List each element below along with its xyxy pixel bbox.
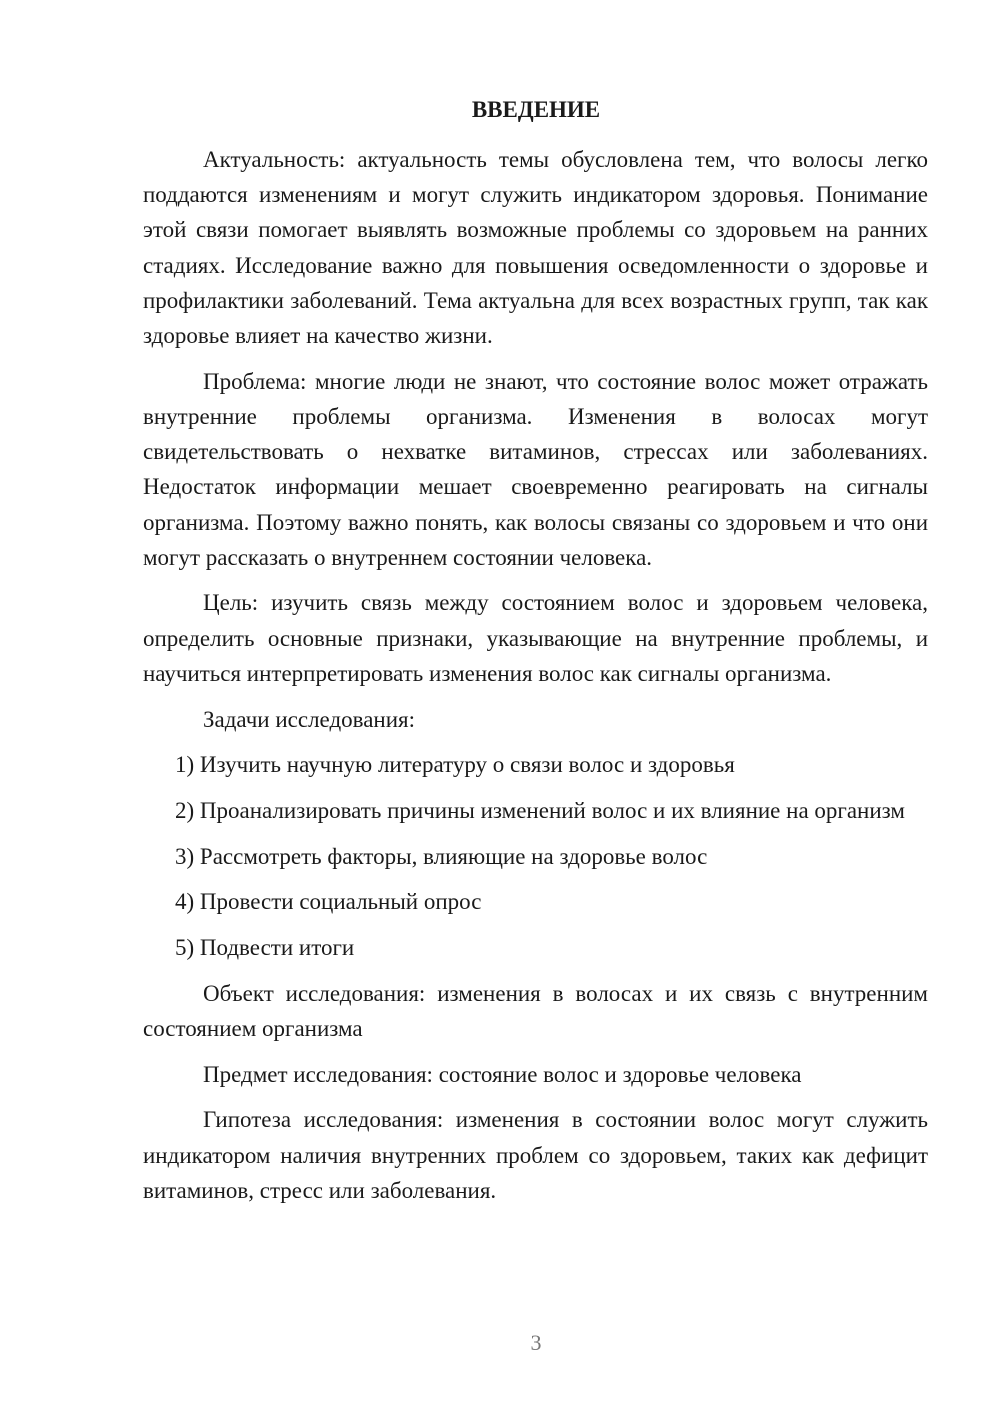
- document-body: [143, 142, 928, 1208]
- task-item: 3) Рассмотреть факторы, влияющие на здоровье волос: [175, 843, 708, 869]
- hypothesis-paragraph: Гипотеза исследования: изменения в состоянии волос могут служить индикатором наличия внутренних проблем со здоровьем, таких как дефицит витаминов, стресс или заболевания.: [143, 1107, 928, 1203]
- goal-paragraph: Цель: изучить связь между состоянием волос и здоровьем человека, определить основные признаки, указывающие на внутренние проблемы, и научиться интерпретировать изменения волос как сигналы организма.: [143, 590, 928, 686]
- problem-paragraph: Проблема: многие люди не знают, что состояние волос может отражать внутренние проблемы организма. Изменения в волосах могут свидетельствовать о нехватке витаминов, стрессах или заболеваниях. Недостаток информации мешает своевременно реагировать на сигналы организма. Поэтому важно понять, как волосы связаны со здоровьем и что они могут рассказать о внутреннем состоянии человека.: [143, 368, 928, 570]
- object-paragraph: Объект исследования: изменения в волосах и их связь с внутренним состоянием организма: [143, 980, 928, 1041]
- task-item: 5) Подвести итоги: [175, 935, 355, 961]
- page-number: 3: [530, 1330, 542, 1355]
- task-item: 4) Провести социальный опрос: [175, 889, 482, 915]
- page-title: ВВЕДЕНИЕ: [471, 97, 601, 122]
- tasks-heading: Задачи исследования:: [203, 706, 416, 732]
- task-item: 1) Изучить научную литературу о связи волос и здоровья: [175, 752, 735, 778]
- subject-paragraph: Предмет исследования: состояние волос и здоровье человека: [203, 1061, 802, 1087]
- relevance-paragraph: Актуальность: актуальность темы обусловлена тем, что волосы легко поддаются изменениям и могут служить индикатором здоровья. Понимание этой связи помогает выявлять возможные проблемы со здоровьем на ранних стадиях. Исследование важно для повышения осведомленности о здоровье и профилактики заболеваний. Тема актуальна для всех возрастных групп, так как здоровье влияет на качество жизни.: [143, 147, 928, 349]
- task-item: 2) Проанализировать причины изменений волос и их влияние на организм: [175, 797, 905, 823]
